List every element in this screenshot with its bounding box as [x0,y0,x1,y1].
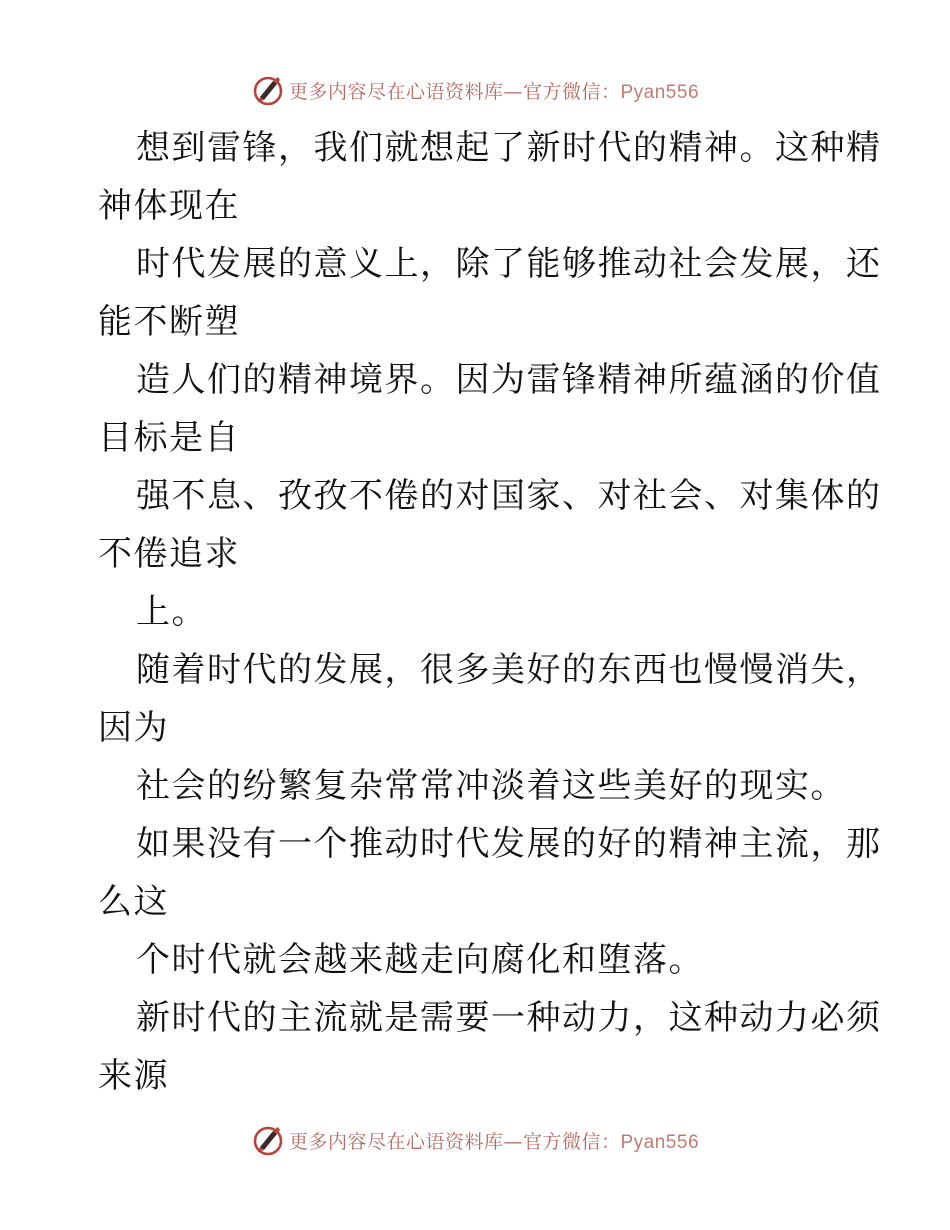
body-line: 强不息、孜孜不倦的对国家、对社会、对集体的 [136,476,882,516]
header-text [289,77,699,104]
body-line: 个时代就会越来越走向腐化和堕落。 [136,940,704,980]
footer-text [289,1127,699,1154]
body-line: 来源 [98,1056,169,1096]
body-line: 社会的纷繁复杂常常冲淡着这些美好的现实。 [136,766,846,806]
body-line: 神体现在 [98,186,240,226]
body-line: 随着时代的发展，很多美好的东西也慢慢消失， [136,650,882,690]
document-body [98,119,882,1105]
body-line: 因为 [98,708,169,748]
body-line: 能不断塑 [98,302,240,342]
header-slogan: 更多内容尽在心语资料库—官方微信： [288,80,621,103]
body-line: 么这 [98,882,169,922]
footer-banner [0,1120,950,1160]
body-line: 新时代的主流就是需要一种动力，这种动力必须 [136,998,882,1038]
body-line: 造人们的精神境界。因为雷锋精神所蕴涵的价值 [136,360,882,400]
body-line: 上。 [136,592,207,632]
header-wechat-id: Pyan556 [620,81,700,103]
body-line: 时代发展的意义上，除了能够推动社会发展，还 [136,244,882,284]
body-line: 想到雷锋，我们就想起了新时代的精神。这种精 [136,128,882,168]
pen-logo-icon [251,1123,285,1157]
body-line: 如果没有一个推动时代发展的好的精神主流，那 [136,824,882,864]
footer-slogan: 更多内容尽在心语资料库—官方微信： [288,1130,621,1153]
footer-wechat-id: Pyan556 [620,1131,700,1153]
body-line: 目标是自 [98,418,240,458]
header-banner [0,70,950,110]
pen-logo-icon [251,73,285,107]
body-line: 不倦追求 [98,534,240,574]
